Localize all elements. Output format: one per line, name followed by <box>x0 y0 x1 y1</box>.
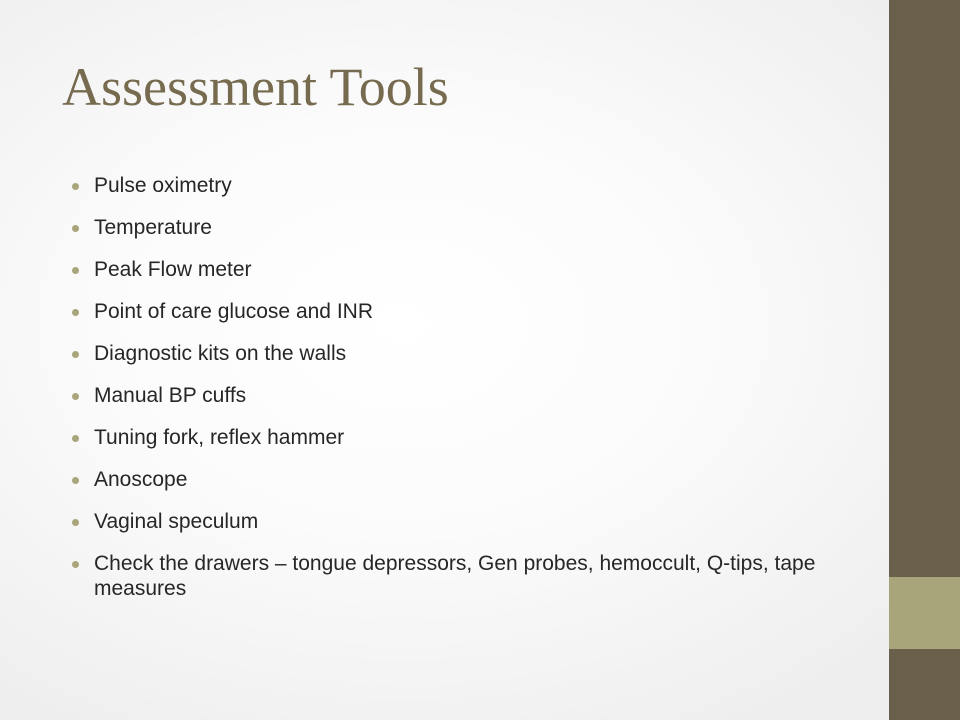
bullet-text: Manual BP cuffs <box>94 384 247 407</box>
bullet-icon <box>72 477 79 484</box>
bullet-item <box>72 341 872 366</box>
bullet-icon <box>72 309 79 316</box>
bullet-item <box>72 173 872 198</box>
bullet-text: Temperature <box>94 216 212 239</box>
bullet-item <box>72 509 872 534</box>
bullet-text: Diagnostic kits on the walls <box>94 342 347 365</box>
bullet-item <box>72 425 872 450</box>
bullet-text: Anoscope <box>94 468 188 491</box>
bullet-icon <box>72 351 79 358</box>
bullet-icon <box>72 393 79 400</box>
bullet-icon <box>72 267 79 274</box>
bullet-text: Peak Flow meter <box>94 258 252 281</box>
bullet-icon <box>72 519 79 526</box>
bullet-text: Pulse oximetry <box>94 174 232 197</box>
bullet-item <box>72 383 872 408</box>
bullet-item <box>72 215 872 240</box>
bullet-icon <box>72 183 79 190</box>
bullet-item <box>72 299 872 324</box>
bullet-icon <box>72 561 79 568</box>
side-accent-block <box>889 577 960 649</box>
bullet-text: Tuning fork, reflex hammer <box>94 426 345 449</box>
bullet-item <box>72 551 872 601</box>
slide-title: Assessment Tools <box>62 57 449 117</box>
bullet-text: Vaginal speculum <box>94 510 259 533</box>
bullet-item <box>72 467 872 492</box>
bullet-text: Point of care glucose and INR <box>94 300 373 323</box>
bullet-icon <box>72 435 79 442</box>
bullet-item <box>72 257 872 282</box>
bullet-text: Check the drawers – tongue depressors, Gen probes, hemoccult, Q-tips, tape measures <box>94 552 816 600</box>
bullet-icon <box>72 225 79 232</box>
bullet-list <box>72 173 872 618</box>
